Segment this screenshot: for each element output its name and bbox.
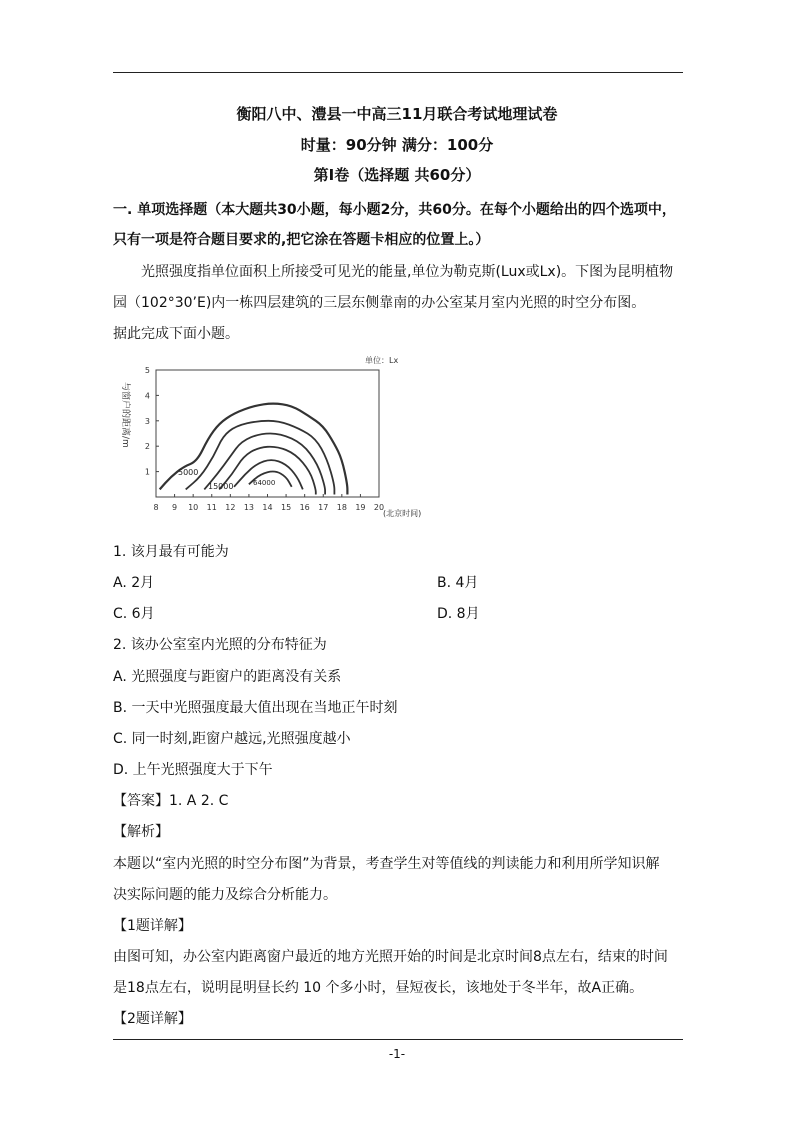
x-tick-label: 10 — [188, 503, 199, 512]
exam-title: 衡阳八中、澧县一中高三11月联合考试地理试卷 — [236, 105, 558, 123]
stem-line1: 光照强度指单位面积上所接受可见光的能量,单位为勒克斯(Lux或Lx)。下图为昆明植物 — [141, 264, 674, 280]
x-tick-label: 16 — [299, 503, 310, 512]
detail1-line2: 是18点左右，说明昆明昼长约 10 个多小时，昼短夜长，该地处于冬半年，故A正确。 — [113, 980, 644, 996]
detail1-heading: 【1题详解】 — [113, 918, 192, 934]
page-number: -1- — [388, 1047, 406, 1061]
contour-label-64000: 64000 — [253, 479, 276, 487]
q2-stem: 2. 该办公室室内光照的分布特征为 — [113, 637, 327, 653]
q2-option-c: C. 同一时刻,距窗户越远,光照强度越小 — [113, 731, 351, 747]
x-tick-label: 15 — [280, 503, 292, 512]
part-title: 第Ⅰ卷（选择题 共60分） — [313, 166, 481, 184]
q2-option-b: B. 一天中光照强度最大值出现在当地正午时刻 — [113, 700, 398, 716]
y-axis-label: 与窗户的距离/m — [120, 382, 130, 448]
y-tick-label: 3 — [144, 416, 150, 426]
bottom-rule — [113, 1039, 683, 1040]
q1-stem: 1. 该月最有可能为 — [113, 544, 229, 560]
exam-time-score: 时量：90分钟 满分：100分 — [300, 136, 494, 154]
x-tick-label: 17 — [318, 503, 329, 512]
x-tick-label: 19 — [355, 503, 366, 512]
q2-option-d: D. 上午光照强度大于下午 — [113, 762, 273, 778]
x-tick-label: 18 — [336, 503, 347, 512]
light-contour-chart — [113, 352, 433, 524]
section-heading-line2: 只有一项是符合题目要求的,把它涂在答题卡相应的位置上。） — [113, 232, 490, 248]
y-ticks — [145, 366, 159, 477]
answer: 【答案】1. A 2. C — [113, 793, 229, 809]
y-tick-label: 2 — [144, 442, 150, 452]
stem-line2: 园（102°30’E)内一栋四层建筑的三层东侧靠南的办公室某月室内光照的时空分布图。 — [113, 295, 646, 311]
y-tick-label: 4 — [144, 391, 150, 401]
analysis-line1: 本题以“室内光照的时空分布图”为背景，考查学生对等值线的判读能力和利用所学知识解 — [113, 856, 660, 872]
x-tick-label: 14 — [262, 503, 273, 512]
analysis-heading: 【解析】 — [113, 824, 169, 840]
q1-option-d: D. 8月 — [437, 606, 480, 622]
x-tick-label: 8 — [153, 503, 159, 512]
unit-label: 单位：Lx — [365, 356, 399, 365]
contour-label-5000: 5000 — [178, 468, 199, 477]
section-heading-line1: 一. 单项选择题（本大题共30小题，每小题2分，共60分。在每个小题给出的四个选项中， — [113, 202, 676, 218]
y-tick-label: 5 — [144, 366, 150, 375]
stem-line3: 据此完成下面小题。 — [113, 326, 239, 342]
q1-option-c: C. 6月 — [113, 606, 155, 622]
detail1-line1: 由图可知，办公室内距离窗户最近的地方光照开始的时间是北京时间8点左右，结束的时间 — [113, 949, 668, 965]
x-tick-label: 20 — [373, 503, 385, 512]
q1-option-b: B. 4月 — [437, 575, 479, 591]
analysis-line2: 决实际问题的能力及综合分析能力。 — [113, 887, 337, 903]
y-tick-label: 1 — [144, 467, 150, 477]
q2-option-a: A. 光照强度与距窗户的距离没有关系 — [113, 669, 342, 685]
top-rule — [113, 72, 683, 73]
detail2-heading: 【2题详解】 — [113, 1011, 192, 1027]
contour-label-15000: 15000 — [208, 482, 234, 491]
x-tick-label: 12 — [225, 503, 236, 512]
q1-option-a: A. 2月 — [113, 575, 155, 591]
x-tick-label: 11 — [206, 503, 217, 512]
x-axis-label: (北京时间) — [383, 509, 422, 518]
x-tick-label: 9 — [172, 503, 178, 512]
x-tick-label: 13 — [243, 503, 255, 512]
chart-svg — [113, 352, 433, 524]
